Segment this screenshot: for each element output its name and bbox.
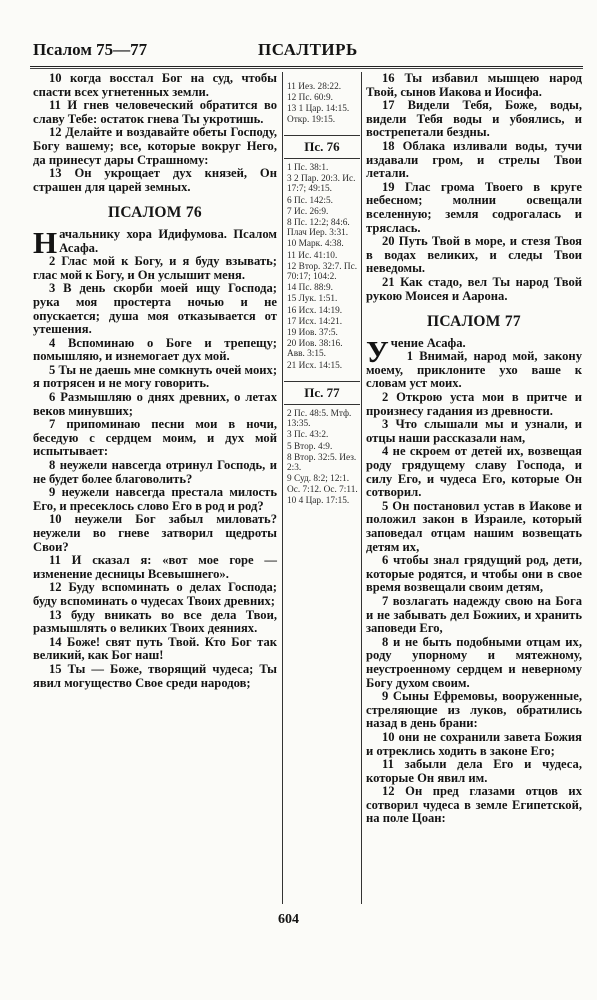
verse-77-1: 1 Внимай, народ мой, закону моему, приклоните ухо ваше к словам уст моих. [366,349,582,391]
verse-77-8: 8 и не быть подобными отцам их, роду упорному и мятежному, неустроенному сердцем и неверному Богу духом своим. [366,634,582,690]
column-divider-left [282,72,283,904]
cross-ref: 12 Втор. 32:7. Пс. 70:17; 104:2. [287,261,358,283]
verse-76-15: 15 Ты — Боже, творящий чудеса; Ты явил могущество Свое среди народов; [33,661,277,690]
verse-76-2: 2 Глас мой к Богу, и я буду взывать; глас мой к Богу, и Он услышит меня. [33,254,277,282]
cross-ref: 6 Пс. 142:5. [287,195,333,206]
verse-77-4: 4 не скроем от детей их, возвещая роду грядущему славу Господа, и силу Его, и чудеса Его, которые Он сотворил. [366,444,582,500]
verse-76-6: 6 Размышляю о днях древних, о летах веков минувших; [33,390,277,418]
verse-75-13: 13 Он укрощает дух князей, Он страшен для царей земных. [33,166,277,194]
cross-ref: 8 Втор. 32:5. Иез. 2:3. [287,452,357,474]
verse-76-5: 5 Ты не даешь мне сомкнуть очей моих; я потрясен и не могу говорить. [33,362,278,391]
cross-ref: 11 Иез. 28:22. [287,82,342,92]
cross-ref: 7 Ис. 26:9. [287,206,329,217]
column-divider-right [361,72,362,904]
header-rule [30,66,583,67]
cross-ref-heading-ps77: Пс. 77 [284,381,360,405]
cross-ref: 5 Втор. 4:9. [287,441,333,452]
cross-ref: 13 1 Цар. 14:15. Откр. 19:15. [287,104,350,125]
left-text-column [33,72,277,690]
cross-reference-column [284,82,360,507]
header-rule-thin [30,68,583,69]
verse-76-11: 11 И сказал я: «вот мое горе — изменение десницы Всевышнего». [33,553,277,581]
verse-76-10: 10 неужели Бог забыл миловать? неужели во гневе затворил щедроты Свои? [33,512,277,554]
cross-ref: 10 Марк. 4:38. [287,239,344,250]
verse-75-10: 10 когда восстал Бог на суд, чтобы спасти всех угнетенных земли. [33,71,277,99]
verse-77-3: 3 Что слышали мы и узнали, и отцы наши рассказали нам, [366,417,582,445]
psalm-76-heading: ПСАЛОМ 76 [108,204,202,222]
verse-76-17: 17 Видели Тебя, Боже, воды, видели Тебя воды и убоялись, и вострепетали бездны. [366,98,582,140]
cross-ref: 12 Пс. 60:9. [287,93,333,104]
psalm-77-intro [366,333,582,369]
verse-76-4: 4 Вспоминаю о Боге и трепещу; помышляю, и изнемогает дух мой. [33,335,277,364]
verse-77-9: 9 Сыны Ефремовы, вооруженные, стреляющие из луков, обратились назад в день брани: [366,689,582,731]
verse-76-18: 18 Облака изливали воды, тучи издавали гром, и стрелы Твои летали. [366,138,582,181]
cross-ref: 19 Иов. 37:5. [287,328,338,339]
verse-75-11: 11 И гнев человеческий обратится во славу Тебе: остаток гнева Ты укротишь. [33,98,277,126]
verse-76-19: 19 Глас грома Твоего в круге небесном; молнии освещали вселенную; земля содрогалась и тряслась. [366,179,582,235]
cross-ref: 20 Иов. 38:16. Авв. 3:15. [287,339,343,360]
cross-ref-heading-ps76: Пс. 76 [284,135,360,159]
cross-ref: 9 Суд. 8:2; 12:1. Ос. 7:12. Ос. 7:11. [287,474,358,495]
verse-77-5: 5 Он постановил устав в Иакове и положил закон в Израиле, который заповедал отцам нашим возвещать детям их, [366,498,582,554]
dropcap-letter: Н [33,224,58,260]
running-head-book-title: ПСАЛТИРЬ [258,40,358,59]
verse-76-16: 16 Ты избавил мышцею народ Твой, сынов Иакова и Иосифа. [366,71,582,99]
cross-ref: 15 Лук. 1:51. [287,294,338,305]
dropcap-letter: У [366,333,389,369]
cross-ref: 17 Исх. 14:21. [287,316,343,327]
verse-76-8: 8 неужели навсегда отринул Господь, и не будет более благоволить? [33,458,277,486]
verse-76-13: 13 буду вникать во все дела Твои, размышлять о великих Твоих деяниях. [33,607,277,636]
cross-ref: 14 Пс. 88:9. [287,283,333,294]
verse-77-10: 10 они не сохранили завета Божия и отреклись ходить в законе Его; [366,729,582,758]
verse-77-2: 2 Открою уста мои в притче и произнесу гадания из древности. [366,390,582,418]
cross-ref: 10 4 Цар. 17:15. [287,495,350,506]
verse-77-11: 11 забыли дела Его и чудеса, которые Он явил им. [366,757,582,785]
psalm-76-intro-text: ачальнику хора Идифумова. Псалом Асафа. [59,226,277,255]
running-head-psalm-range: Псалом 75—77 [33,40,148,59]
verse-76-9: 9 неужели навсегда престала милость Его, и пресеклось слово Его в род и род? [33,485,277,513]
cross-ref: 16 Исх. 14:19. [287,305,343,316]
verse-77-7: 7 возлагать надежду свою на Бога и не забывать дел Божиих, и хранить заповеди Его, [366,593,582,636]
verse-76-21: 21 Как стадо, вел Ты народ Твой рукою Моисея и Аарона. [366,274,582,303]
cross-ref: 21 Исх. 14:15. [287,360,343,371]
cross-ref: 3 Пс. 43:2. [287,430,329,441]
right-text-column [366,72,582,826]
psalm-77-heading: ПСАЛОМ 77 [427,313,521,331]
verse-77-12: 12 Он пред глазами отцов их сотворил чудеса в земле Египетской, на поле Цоан: [366,784,582,826]
cross-ref: 8 Пс. 12:2; 84:6. Плач Иер. 3:31. [287,218,350,239]
psalm-76-intro [33,224,277,260]
cross-ref: 3 2 Пар. 20:3. Ис. 17:7; 49:15. [287,174,356,195]
verse-76-12: 12 Буду вспоминать о делах Господа; буду вспоминать о чудесах Твоих древних; [33,580,277,608]
verse-76-3: 3 В день скорби моей ищу Господа; рука моя простерта ночью и не опускается; душа моя отказывается от утешения. [33,281,277,337]
verse-77-6: 6 чтобы знал грядущий род, дети, которые родятся, и чтобы они в свое время возвещали своим детям, [366,553,582,595]
verse-76-14: 14 Боже! свят путь Твой. Кто Бог так великий, как Бог наш! [33,634,277,663]
verse-76-20: 20 Путь Твой в море, и стезя Твоя в водах великих, и следы Твои неведомы. [366,234,582,276]
cross-ref: 1 Пс. 38:1. [287,163,329,174]
psalm-77-intro-text: чение Асафа. [390,335,466,350]
verse-76-7: 7 припоминаю песни мои в ночи, беседую с сердцем моим, и дух мой испытывает: [33,417,277,459]
cross-ref: 2 Пс. 48:5. Мтф. 13:35. [287,409,352,430]
page-number: 604 [278,912,299,927]
verse-75-12: 12 Делайте и воздавайте обеты Господу, Богу вашему; все, которые вокруг Него, да принесут дары Страшному: [33,125,277,167]
cross-ref: 11 Ис. 41:10. [287,250,338,261]
